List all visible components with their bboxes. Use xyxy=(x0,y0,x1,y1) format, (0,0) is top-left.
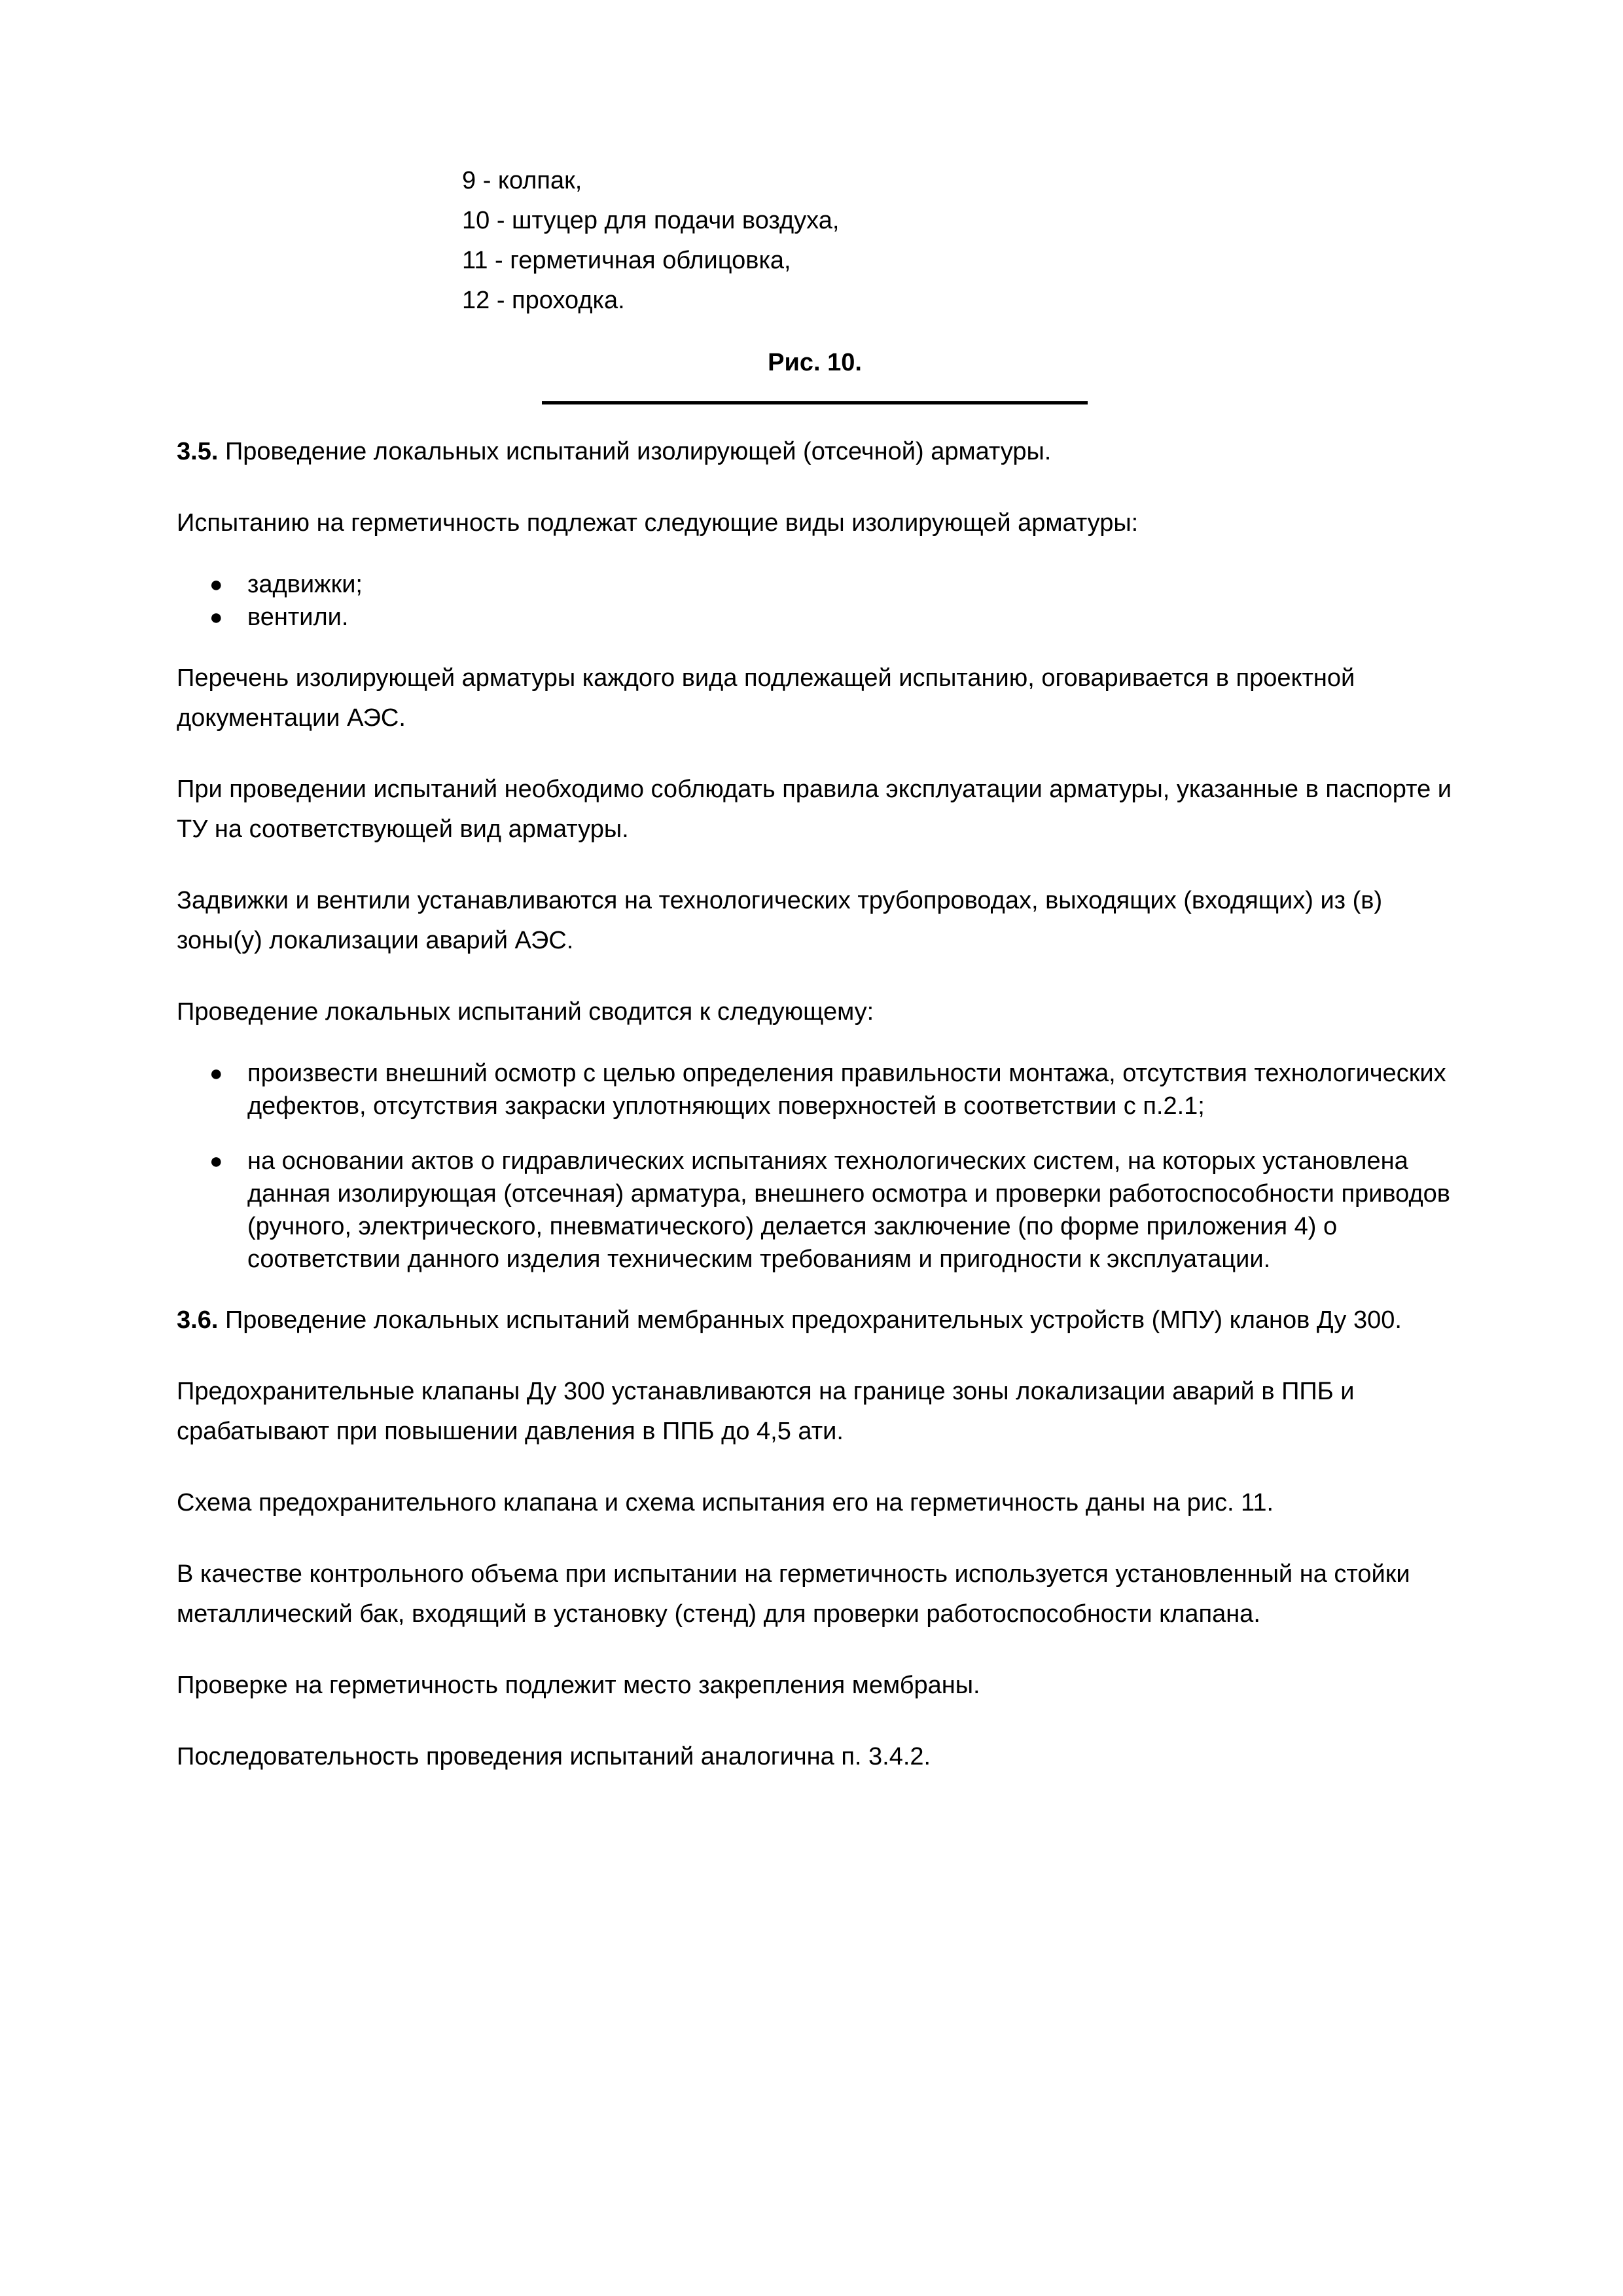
list-item xyxy=(209,568,1453,601)
legend-item: 11 - герметичная облицовка, xyxy=(462,247,791,274)
document-body xyxy=(177,432,1453,1808)
paragraph: При проведении испытаний необходимо соблюдать правила эксплуатации арматуры, указанные в паспорте и ТУ на соответствующей вид арматуры. xyxy=(177,776,1452,843)
paragraph: В качестве контрольного объема при испытании на герметичность используется установленный на стойки металлический бак, входящий в установку (стенд) для проверки работоспособности клапана. xyxy=(177,1560,1410,1628)
legend-item: 12 - проходка. xyxy=(462,287,625,314)
paragraph: Схема предохранительного клапана и схема испытания его на герметичность даны на рис. 11. xyxy=(177,1489,1274,1516)
list-item xyxy=(209,1057,1453,1122)
figure-caption: Рис. 10. xyxy=(768,349,862,376)
paragraph: Перечень изолирующей арматуры каждого вида подлежащей испытанию, оговаривается в проектной документации АЭС. xyxy=(177,664,1355,732)
list-item-text: на основании актов о гидравлических испытаниях технологических систем, на которых установлена данная изолирующая (отсечная) арматура, внешнего осмотра и проверки работоспособности приводов (ручного, электрического, пневматического) делается заключение (по форме приложения 4) о соответствии данного изделия техническим требованиям и пригодности к эксплуатации. xyxy=(247,1147,1450,1273)
section-number: 3.6. xyxy=(177,1306,219,1334)
paragraph: Предохранительные клапаны Ду 300 устанавливаются на границе зоны локализации аварий в ППБ и срабатывают при повышении давления в ППБ до 4,5 ати. xyxy=(177,1378,1355,1445)
legend-item: 10 - штуцер для подачи воздуха, xyxy=(462,207,840,234)
paragraph: Последовательность проведения испытаний аналогична п. 3.4.2. xyxy=(177,1743,931,1770)
section-3-5-heading xyxy=(177,432,1453,472)
paragraph: Испытанию на герметичность подлежат следующие виды изолирующей арматуры: xyxy=(177,509,1139,537)
legend-item: 9 - колпак, xyxy=(462,167,582,194)
bullet-icon: ● xyxy=(209,605,223,630)
section-title: Проведение локальных испытаний мембранных предохранительных устройств (МПУ) кланов Ду 300. xyxy=(218,1306,1402,1334)
section-title: Проведение локальных испытаний изолирующей (отсечной) арматуры. xyxy=(218,438,1052,465)
list-item-text: произвести внешний осмотр с целью определения правильности монтажа, отсутствия технологических дефектов, отсутствия закраски уплотняющих поверхностей в соответствии с п.2.1; xyxy=(247,1060,1446,1120)
paragraph: Проведение локальных испытаний сводится к следующему: xyxy=(177,998,874,1026)
paragraph: Проверке на герметичность подлежит место закрепления мембраны. xyxy=(177,1672,980,1699)
section-3-6-heading xyxy=(177,1300,1453,1340)
figure-divider xyxy=(542,401,1088,404)
list-item-text: вентили. xyxy=(247,603,349,631)
bullet-icon: ● xyxy=(209,572,223,597)
test-steps-list xyxy=(177,1057,1453,1276)
bullet-icon: ● xyxy=(209,1149,223,1174)
figure-legend xyxy=(462,161,839,321)
paragraph: Задвижки и вентили устанавливаются на технологических трубопроводах, выходящих (входящих) из (в) зоны(у) локализации аварий АЭС. xyxy=(177,887,1383,954)
list-item-text: задвижки; xyxy=(247,571,363,598)
list-item xyxy=(209,1145,1453,1276)
bullet-icon: ● xyxy=(209,1061,223,1086)
valve-types-list xyxy=(177,568,1453,634)
section-number: 3.5. xyxy=(177,438,219,465)
list-item xyxy=(209,601,1453,634)
